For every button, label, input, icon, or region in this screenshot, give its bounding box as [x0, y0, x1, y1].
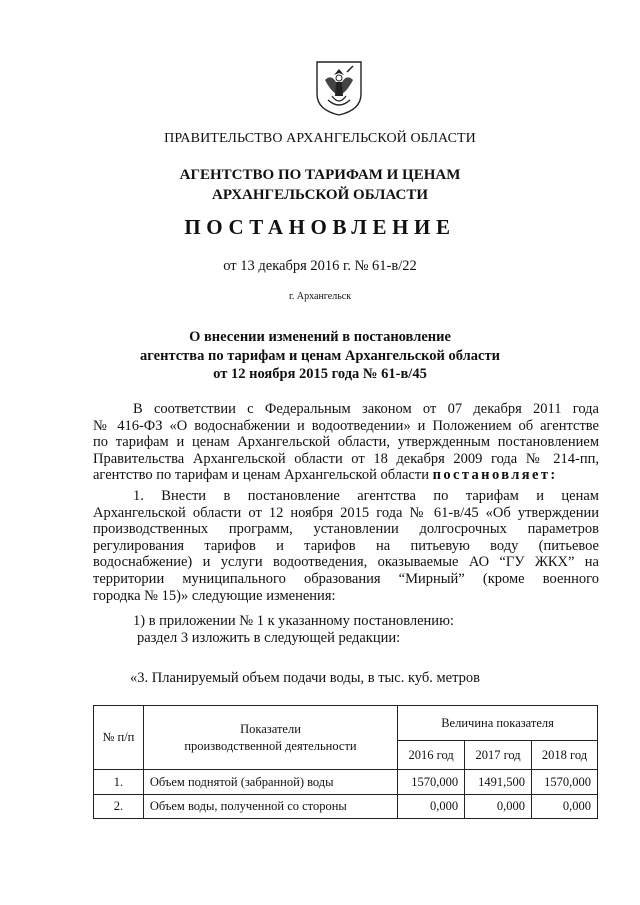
- water-volume-table: [93, 705, 598, 819]
- row-value-2017: 1491,500: [465, 770, 532, 795]
- clause-1-paragraph: [93, 488, 599, 604]
- subject-line-1: О внесении изменений в постановление: [189, 329, 451, 345]
- agency-line-2: АРХАНГЕЛЬСКОЙ ОБЛАСТИ: [212, 187, 428, 203]
- agency-heading: [0, 165, 640, 205]
- header-year-2017: 2017 год: [465, 741, 532, 770]
- table-row: [94, 770, 598, 795]
- paragraph-line: территории муниципального образования “Мирный” (кроме военного: [93, 570, 599, 587]
- paragraph-line: Правительства Архангельской области от 18 декабря 2009 года № 214-пп,: [93, 450, 599, 467]
- row-value-2017: 0,000: [465, 795, 532, 819]
- sub-item-2: раздел 3 изложить в следующей редакции:: [137, 630, 401, 646]
- document-city: г. Архангельск: [288, 291, 352, 302]
- document-dateline: от 13 декабря 2016 г. № 61-в/22: [223, 258, 417, 274]
- document-subject: [0, 328, 640, 384]
- row-indicator: Объем воды, полученной со стороны: [143, 795, 397, 819]
- paragraph-line: В соответствии с Федеральным законом от 07 декабря 2011 года: [133, 401, 599, 417]
- row-num: 1.: [94, 770, 144, 795]
- header-value: Величина показателя: [398, 706, 598, 741]
- preamble-paragraph: [93, 401, 599, 484]
- row-value-2016: 0,000: [398, 795, 465, 819]
- header-year-2018: 2018 год: [532, 741, 598, 770]
- paragraph-line: 1. Внести в постановление агентства по тарифам и ценам: [133, 488, 599, 504]
- table-header-row: [94, 706, 598, 741]
- header-num: № п/п: [94, 706, 144, 770]
- agency-line-1: АГЕНТСТВО ПО ТАРИФАМ И ЦЕНАМ: [179, 167, 461, 183]
- paragraph-line: водоснабжение) и услуги водоотведения, оказываемые АО “ГУ ЖКХ” на: [93, 554, 599, 571]
- paragraph-line: регулирования тарифов и тарифов на питьевую воду (питьевое: [93, 537, 599, 554]
- row-num: 2.: [94, 795, 144, 819]
- row-indicator: Объем поднятой (забранной) воды: [143, 770, 397, 795]
- paragraph-line: производственных программ, установлении долгосрочных параметров: [93, 521, 599, 538]
- paragraph-line: № 416-ФЗ «О водоснабжении и водоотведении» и Положением об агентстве: [93, 417, 599, 434]
- row-value-2016: 1570,000: [398, 770, 465, 795]
- sub-item-1: 1) в приложении № 1 к указанному постановлению:: [133, 613, 454, 629]
- paragraph-line-text: агентство по тарифам и ценам Архангельской области: [93, 467, 433, 484]
- header-year-2016: 2016 год: [398, 741, 465, 770]
- government-heading: ПРАВИТЕЛЬСТВО АРХАНГЕЛЬСКОЙ ОБЛАСТИ: [164, 131, 476, 146]
- subject-line-3: от 12 ноября 2015 года № 61-в/45: [213, 366, 427, 382]
- subject-line-2: агентства по тарифам и ценам Архангельской области: [140, 347, 500, 364]
- resolves-word: постановляет:: [432, 467, 558, 484]
- row-value-2018: 0,000: [532, 795, 598, 819]
- paragraph-line: Архангельской области от 12 ноября 2015 года № 61-в/45 «Об утверждении: [93, 504, 599, 521]
- header-indicator: [143, 706, 397, 770]
- document-type-title: ПОСТАНОВЛЕНИЕ: [184, 215, 456, 239]
- coat-of-arms-icon: [314, 60, 364, 116]
- row-value-2018: 1570,000: [532, 770, 598, 795]
- table-row: [94, 795, 598, 819]
- paragraph-line: [93, 467, 599, 484]
- header-indicator-line-1: Показатели: [240, 721, 301, 736]
- paragraph-line: городка № 15)» следующие изменения:: [93, 587, 336, 604]
- section-title: «3. Планируемый объем подачи воды, в тыс. куб. метров: [130, 670, 480, 686]
- paragraph-line: по тарифам и ценам Архангельской области, утвержденным постановлением: [93, 434, 599, 451]
- header-indicator-line-2: производственной деятельности: [184, 738, 357, 753]
